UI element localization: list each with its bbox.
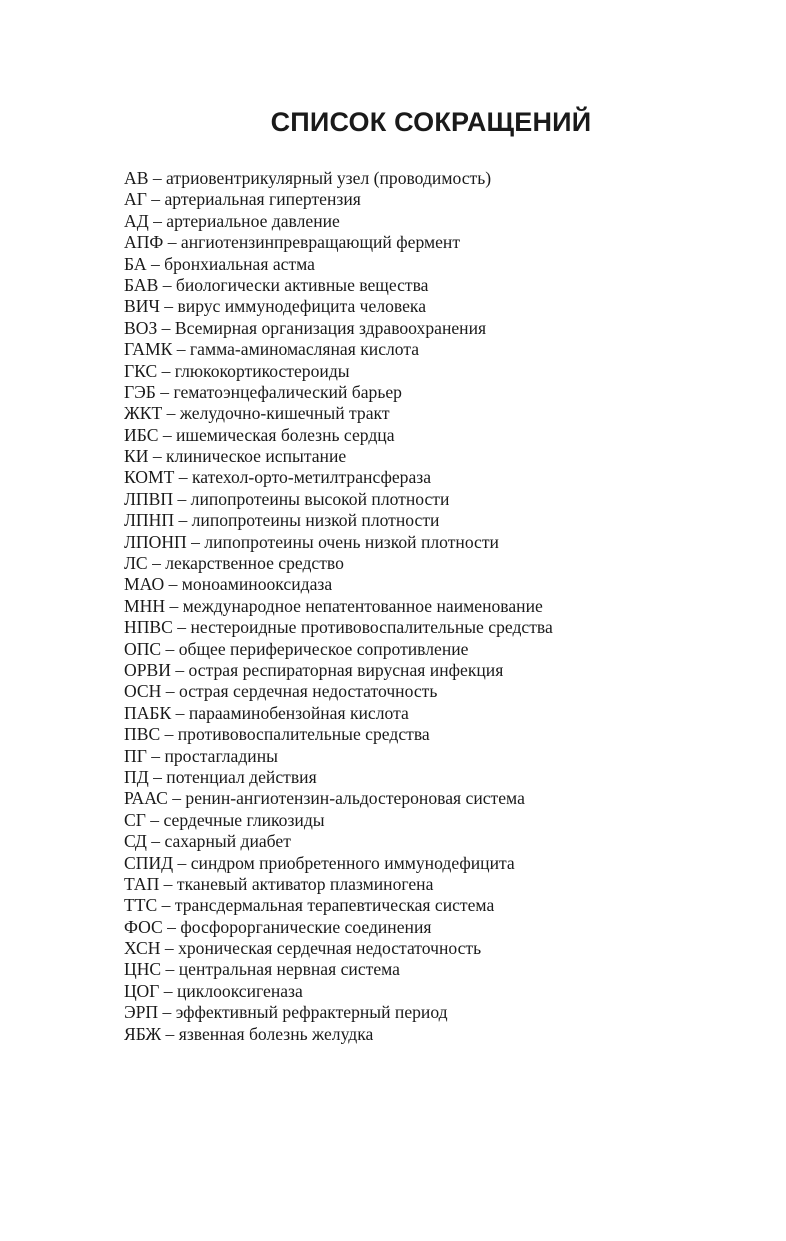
abbreviation-item: ПГ – простагладины [124, 745, 278, 766]
abbreviation-item: БА – бронхиальная астма [124, 253, 315, 274]
abbreviation-item: АГ – артериальная гипертензия [124, 189, 361, 210]
abbreviation-item: ГКС – глюкокортикостероиды [124, 360, 350, 381]
abbreviation-item: СД – сахарный диабет [124, 831, 291, 852]
abbreviation-item: МАО – моноаминооксидаза [124, 574, 333, 595]
abbreviation-item: ГАМК – гамма-аминомасляная кислота [124, 339, 420, 360]
abbreviation-item: ЛС – лекарственное средство [124, 553, 344, 574]
page-title: СПИСОК СОКРАЩЕНИЙ [270, 107, 592, 137]
abbreviation-item: ОПС – общее периферическое сопротивление [124, 638, 469, 659]
abbreviation-item: МНН – международное непатентованное наименование [124, 595, 543, 616]
abbreviation-item: ТАП – тканевый активатор плазминогена [124, 873, 434, 894]
abbreviation-item: ОРВИ – острая респираторная вирусная инфекция [124, 659, 504, 680]
abbreviation-item: ТТС – трансдермальная терапевтическая система [124, 895, 495, 916]
abbreviation-item: АВ – атриовентрикулярный узел (проводимость) [124, 168, 492, 188]
abbreviation-item: ЦОГ – циклооксигеназа [124, 980, 303, 1001]
abbreviation-item: ФОС – фосфорорганические соединения [124, 916, 432, 937]
abbreviation-item: НПВС – нестероидные противовоспалительные средства [124, 617, 553, 638]
abbreviation-item: ЛПВП – липопротеины высокой плотности [124, 488, 450, 509]
abbreviation-item: ВОЗ – Всемирная организация здравоохранения [124, 317, 487, 338]
abbreviation-item: ПД – потенциал действия [124, 766, 317, 787]
abbreviation-item: ЯБЖ – язвенная болезнь желудка [124, 1023, 374, 1044]
abbreviation-item: ВИЧ – вирус иммунодефицита человека [124, 296, 427, 317]
abbreviation-item: ЖКТ – желудочно-кишечный тракт [124, 403, 390, 424]
abbreviation-item: СГ – сердечные гликозиды [124, 809, 325, 830]
abbreviation-item: ПАБК – парааминобензойная кислота [124, 702, 409, 723]
abbreviation-item: ИБС – ишемическая болезнь сердца [124, 424, 395, 445]
abbreviation-item: КИ – клиническое испытание [124, 446, 347, 467]
abbreviation-item: ХСН – хроническая сердечная недостаточность [124, 938, 482, 959]
abbreviation-item: АПФ – ангиотензинпревращающий фермент [124, 232, 461, 253]
abbreviation-item: РААС – ренин-ангиотензин-альдостероновая система [124, 788, 525, 809]
abbreviation-item: ЛПОНП – липопротеины очень низкой плотности [124, 531, 499, 552]
abbreviation-item: ПВС – противовоспалительные средства [124, 724, 430, 745]
abbreviation-item: ЦНС – центральная нервная система [124, 959, 400, 980]
abbreviation-item: ЭРП – эффективный рефрактерный период [124, 1002, 448, 1023]
abbreviation-item: БАВ – биологически активные вещества [124, 274, 429, 295]
abbreviation-list [124, 168, 744, 1045]
abbreviation-item: КОМТ – катехол-орто-метилтрансфераза [124, 467, 432, 488]
abbreviation-item: АД – артериальное давление [124, 210, 340, 231]
abbreviation-item: СПИД – синдром приобретенного иммунодефицита [124, 852, 515, 873]
abbreviation-item: ЛПНП – липопротеины низкой плотности [124, 510, 440, 531]
abbreviation-item: ГЭБ – гематоэнцефалический барьер [124, 381, 402, 402]
abbreviation-item: ОСН – острая сердечная недостаточность [124, 681, 438, 702]
